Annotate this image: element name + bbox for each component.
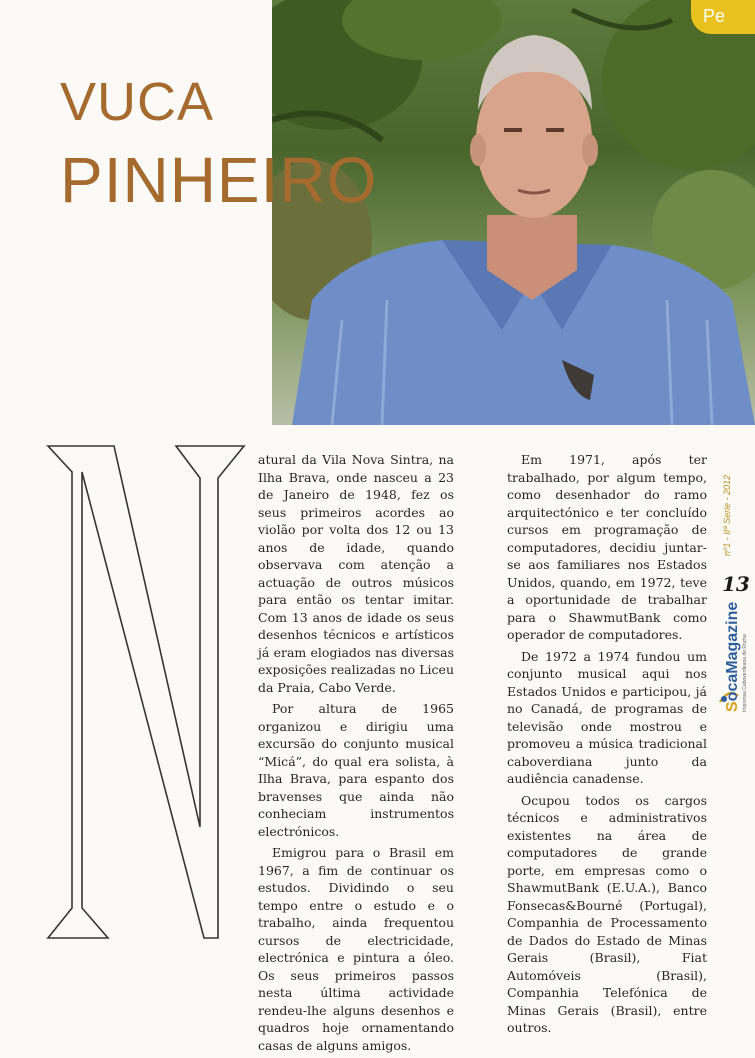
article-column-1: [258, 451, 454, 1058]
page-number: 13: [722, 572, 750, 596]
paragraph: Emigrou para o Brasil em 1967, a fim de continuar os estudos. Dividindo o seu tempo entre o estudo e o trabalho, ainda frequentou cursos de electricidade, electrónica e pintura a óleo. Os seus primeiros passos nesta última actividade rendeu-lhe alguns desenhos e quadros hoje ornamentando casas de alguns amigos.: [258, 845, 454, 1053]
brand-name: [724, 602, 742, 712]
brand-prefix: S: [724, 701, 741, 712]
paragraph: atural da Vila Nova Sintra, na Ilha Brava, onde nasceu a 23 de Janeiro de 1948, fez os seus primeiros acordes ao violão por volta dos 12 ou 13 anos de idade, quando observava com atenção a actuação de outros músicos para então os tentar imitar. Com 13 anos de idade os seus desenhos técnicos e artísticos já eram elogiados nas diversas exposições realizadas no Liceu da Praia, Cabo Verde.: [258, 452, 454, 695]
issue-label: nº1 - IIª Serie - 2012: [722, 474, 732, 556]
paragraph: Em 1971, após ter trabalhado, por algum tempo, como desenhador do ramo arquitectónico e ter concluído cursos em programação de computadores, decidiu juntar-se aos familiares nos Estados Unidos, quando, em 1972, teve a oportunidade de trabalhar para o ShawmutBank como operador de computadores.: [507, 452, 707, 642]
title-last-name: PINHEIRO: [60, 144, 378, 216]
paragraph: Ocupou todos os cargos técnicos e administrativos existentes na área de computadores de grande porte, em empresas como o ShawmutBank (E.U.A.), Banco Fonsecas&Bourné (Portugal), Companhia de Processamento de Dados do Estado de Minas Gerais (Brasil), Fiat Automóveis (Brasil), Companhia Telefónica de Minas Gerais (Brasil), entre outros.: [507, 792, 707, 1035]
brand-tagline: Imprensa Caboverdeana de Rocha: [742, 634, 748, 712]
paragraph: Por altura de 1965 organizou e dirigiu uma excursão do conjunto musical “Micá”, do qual era solista, à Ilha Brava, para espanto dos bravenses que ainda não conheciam instrumentos electrónicos.: [258, 701, 454, 839]
article-column-2: [507, 451, 707, 1041]
paragraph: De 1972 a 1974 fundou um conjunto musical aqui nos Estados Unidos e participou, já no Canadá, de programas de televisão onde mostrou e promoveu a música tradicional caboverdiana junto da audiência canadense.: [507, 648, 707, 786]
brand-main: ocaMagazine: [724, 601, 741, 702]
title-first-name: VUCA: [60, 72, 215, 132]
dropcap-letter: [44, 442, 249, 942]
section-tab: Pe: [691, 0, 755, 34]
